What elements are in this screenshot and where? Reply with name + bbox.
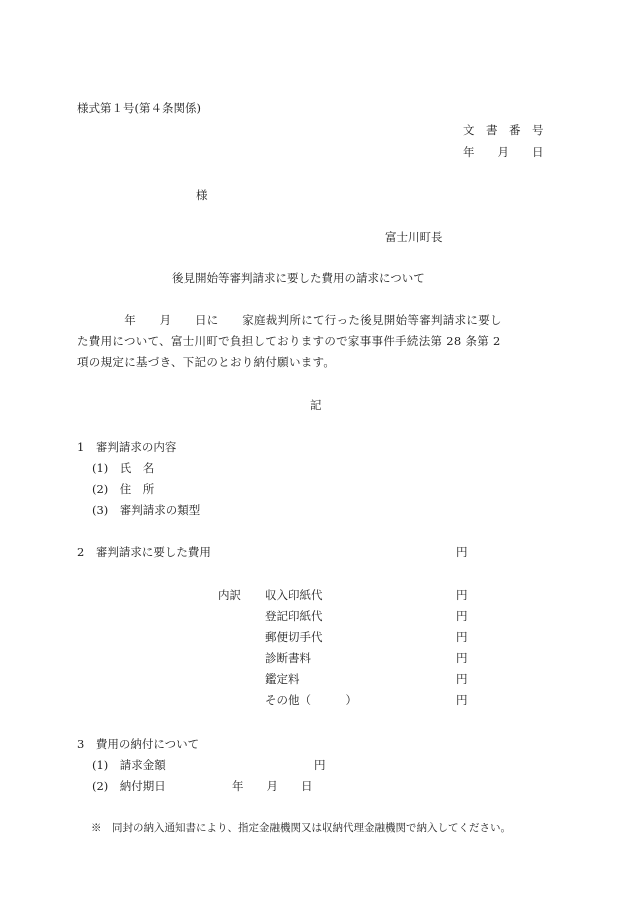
form-number: 様式第１号(第４条関係) [77, 101, 201, 115]
breakdown-item-label: 郵便切手代 [265, 630, 323, 644]
breakdown-item-unit: 円 [456, 630, 468, 644]
body-line: 項の規定に基づき、下記のとおり納付願います。 [77, 355, 336, 369]
section1-item-type: (3) 審判請求の類型 [92, 503, 201, 517]
breakdown-item-unit: 円 [456, 588, 468, 602]
breakdown-item-unit: 円 [456, 651, 468, 665]
issuer-name: 富士川町長 [385, 230, 443, 244]
breakdown-item-unit: 円 [456, 672, 468, 686]
section3-heading: 3 費用の納付について [77, 737, 200, 751]
breakdown-item-label: 登記印紙代 [265, 609, 323, 623]
body-line: た費用について、富士川町で負担しておりますので家事事件手続法第 28 条第 2 [77, 334, 501, 348]
section2-yen: 円 [456, 545, 468, 559]
body-line: 年 月 日に 家庭裁判所にて行った後見開始等審判請求に要し [77, 313, 502, 327]
breakdown-item-label: 収入印紙代 [265, 588, 323, 602]
breakdown-item-unit: 円 [456, 609, 468, 623]
section2-heading: 2 審判請求に要した費用 [77, 545, 211, 559]
document-number-label: 文 書 番 号 [463, 123, 544, 137]
breakdown-item-label: 鑑定料 [265, 672, 300, 686]
due-date-value: 年 月 日 [232, 779, 313, 793]
section1-heading: 1 審判請求の内容 [77, 440, 177, 454]
breakdown-item-label: その他（ ） [265, 693, 357, 707]
body-paragraph [77, 310, 555, 373]
breakdown-label: 内訳 [218, 588, 241, 602]
breakdown-item-unit: 円 [456, 693, 468, 707]
billing-amount-label: (1) 請求金額 [92, 758, 166, 772]
ki-heading: 記 [310, 398, 322, 412]
section1-item-name: (1) 氏 名 [92, 461, 155, 475]
payment-note: ※ 同封の納入通知書により、指定金融機関又は収納代理金融機関で納入してください。 [91, 822, 511, 834]
date-label: 年 月 日 [463, 145, 544, 159]
breakdown-item-label: 診断書料 [265, 651, 311, 665]
addressee-suffix: 様 [196, 188, 208, 202]
due-date-label: (2) 納付期日 [92, 779, 166, 793]
billing-amount-unit: 円 [314, 758, 326, 772]
section1-item-address: (2) 住 所 [92, 482, 155, 496]
document-title: 後見開始等審判請求に要した費用の請求について [172, 271, 425, 285]
